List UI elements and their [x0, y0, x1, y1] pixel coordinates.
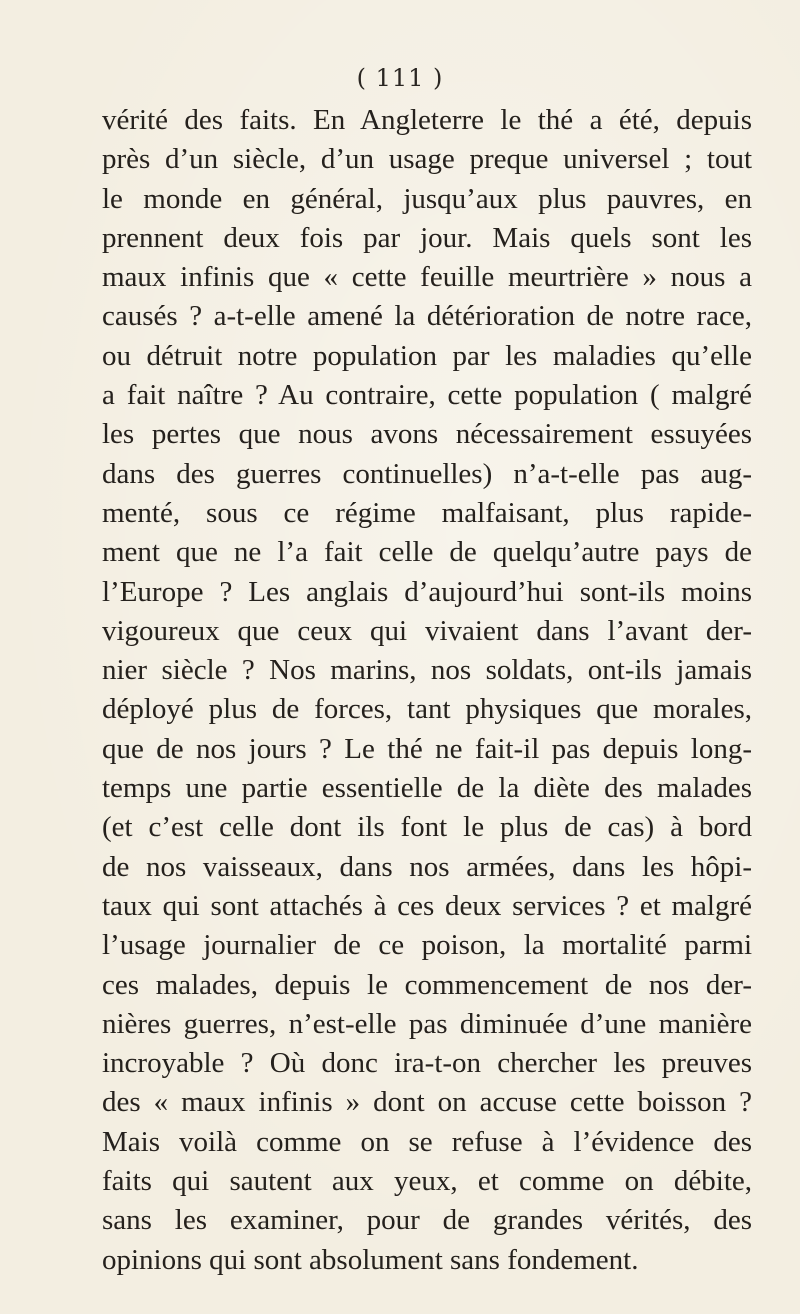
text-line: ces malades, depuis le commencement de nos der-: [102, 968, 752, 1001]
text-line: vérité des faits. En Angleterre le thé a été, depuis: [102, 104, 752, 136]
page-number: ( 111 ): [356, 64, 444, 92]
text-line: (et c’est celle dont ils font le plus de cas) à bord: [102, 811, 752, 844]
text-line: opinions qui sont absolument sans fondement.: [102, 1243, 639, 1276]
text-line: que de nos jours ? Le thé ne fait-il pas depuis long-: [102, 732, 752, 765]
text-line: ou détruit notre population par les maladies qu’elle: [102, 339, 752, 372]
text-line: déployé plus de forces, tant physiques que morales,: [102, 693, 752, 726]
text-line: taux qui sont attachés à ces deux services ? et malgré: [102, 889, 752, 922]
text-line: de nos vaisseaux, dans nos armées, dans les hôpi-: [102, 850, 752, 883]
text-line: Mais voilà comme on se refuse à l’évidence des: [102, 1125, 752, 1158]
text-line: maux infinis que « cette feuille meurtrière » nous a: [102, 261, 752, 294]
text-line: prennent deux fois par jour. Mais quels sont les: [102, 221, 752, 254]
text-line: le monde en général, jusqu’aux plus pauvres, en: [102, 182, 752, 215]
text-line: près d’un siècle, d’un usage preque universel ; tout: [102, 143, 752, 176]
text-line: dans des guerres continuelles) n’a-t-elle pas aug-: [102, 457, 752, 490]
text-line: temps une partie essentielle de la diète des malades: [102, 772, 752, 805]
text-line: incroyable ? Où donc ira-t-on chercher les preuves: [102, 1047, 752, 1080]
text-line: des « maux infinis » dont on accuse cette boisson ?: [102, 1086, 752, 1119]
text-line: sans les examiner, pour de grandes vérités, des: [102, 1204, 752, 1237]
text-line: nier siècle ? Nos marins, nos soldats, ont-ils jamais: [102, 654, 752, 687]
text-line: menté, sous ce régime malfaisant, plus rapide-: [102, 496, 752, 529]
text-line: ment que ne l’a fait celle de quelqu’autre pays de: [102, 536, 752, 569]
body-text: [102, 101, 752, 1280]
text-line: l’Europe ? Les anglais d’aujourd’hui sont-ils moins: [102, 575, 752, 608]
text-line: causés ? a-t-elle amené la détérioration de notre race,: [102, 300, 752, 333]
text-line: faits qui sautent aux yeux, et comme on débite,: [102, 1165, 752, 1198]
text-line: vigoureux que ceux qui vivaient dans l’avant der-: [102, 614, 752, 647]
text-line: les pertes que nous avons nécessairement essuyées: [102, 418, 752, 451]
text-line: a fait naître ? Au contraire, cette population ( malgré: [102, 379, 752, 412]
text-line: l’usage journalier de ce poison, la mortalité parmi: [102, 929, 752, 962]
text-line: nières guerres, n’est-elle pas diminuée d’une manière: [102, 1007, 752, 1040]
